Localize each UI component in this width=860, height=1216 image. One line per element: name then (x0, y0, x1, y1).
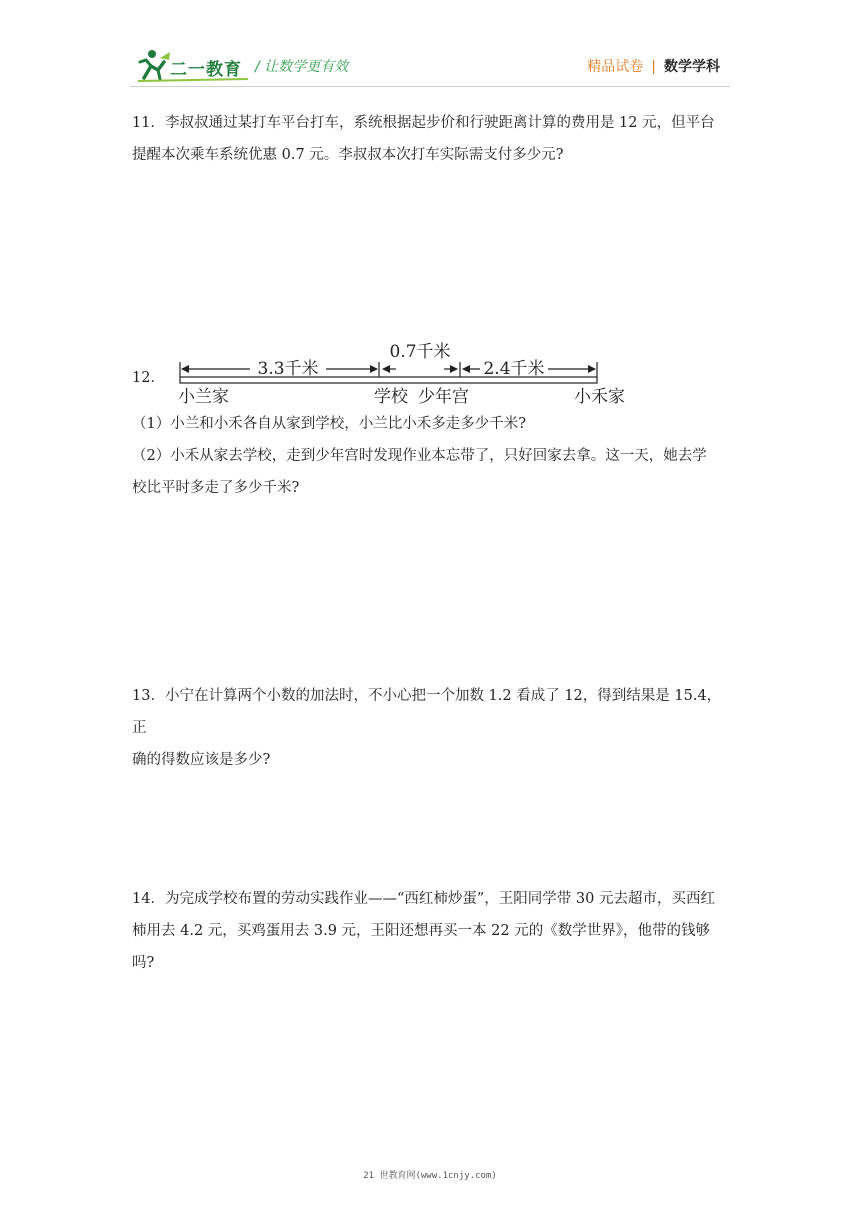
question-11 (132, 107, 732, 171)
question-14 (132, 883, 732, 979)
brand-name: 二一教育 (170, 60, 242, 80)
tag-separator: | (651, 59, 656, 75)
label-school: 学校 (374, 387, 408, 407)
question-12-number: 12． (132, 370, 165, 386)
page-footer: 21 世教育网(www.1cnjy.com) (363, 1171, 497, 1181)
slogan: / 让数学更有效 (255, 59, 349, 75)
question-14-line-1: 14．为完成学校布置的劳动实践作业——“西红柿炒蛋”，王阳同学带 30 元去超市，买西红 (132, 891, 715, 907)
question-13-line-1: 13．小宁在计算两个小数的加法时，不小心把一个加数 1.2 看成了 12，得到结果是 15.4，正 (132, 688, 722, 736)
distance-diagram (170, 338, 640, 408)
question-13 (132, 680, 732, 776)
question-12-part-2-line-2: 校比平时多走了多少千米? (132, 480, 300, 496)
label-xiaohe-home: 小禾家 (574, 387, 625, 407)
question-12 (132, 408, 732, 504)
label-youth-palace: 少年宫 (418, 387, 469, 407)
seg3-label: 2.4千米 (483, 359, 545, 379)
question-12-part-1: （1）小兰和小禾各自从家到学校，小兰比小禾多走多少千米? (132, 416, 526, 432)
header-tags (587, 56, 720, 76)
seg1-label: 3.3千米 (257, 359, 319, 379)
tag-subject: 数学学科 (664, 59, 720, 75)
label-xiaolan-home: 小兰家 (178, 387, 229, 407)
page-header (0, 0, 860, 86)
question-11-line-1: 11．李叔叔通过某打车平台打车，系统根据起步价和行驶距离计算的费用是 12 元，但平台 (132, 115, 715, 131)
question-13-line-2: 确的得数应该是多少? (132, 752, 271, 768)
question-11-line-2: 提醒本次乘车系统优惠 0.7 元。李叔叔本次打车实际需支付多少元? (132, 147, 564, 163)
question-14-line-2: 柿用去 4.2 元，买鸡蛋用去 3.9 元，王阳还想再买一本 22 元的《数学世界》，他带的钱够吗? (132, 923, 710, 971)
header-divider (130, 86, 730, 87)
question-12-part-2-line-1: （2）小禾从家去学校，走到少年宫时发现作业本忘带了，只好回家去拿。这一天，她去学 (132, 448, 707, 464)
tag-featured-paper: 精品试卷 (587, 59, 644, 75)
seg2-label: 0.7千米 (389, 342, 451, 362)
